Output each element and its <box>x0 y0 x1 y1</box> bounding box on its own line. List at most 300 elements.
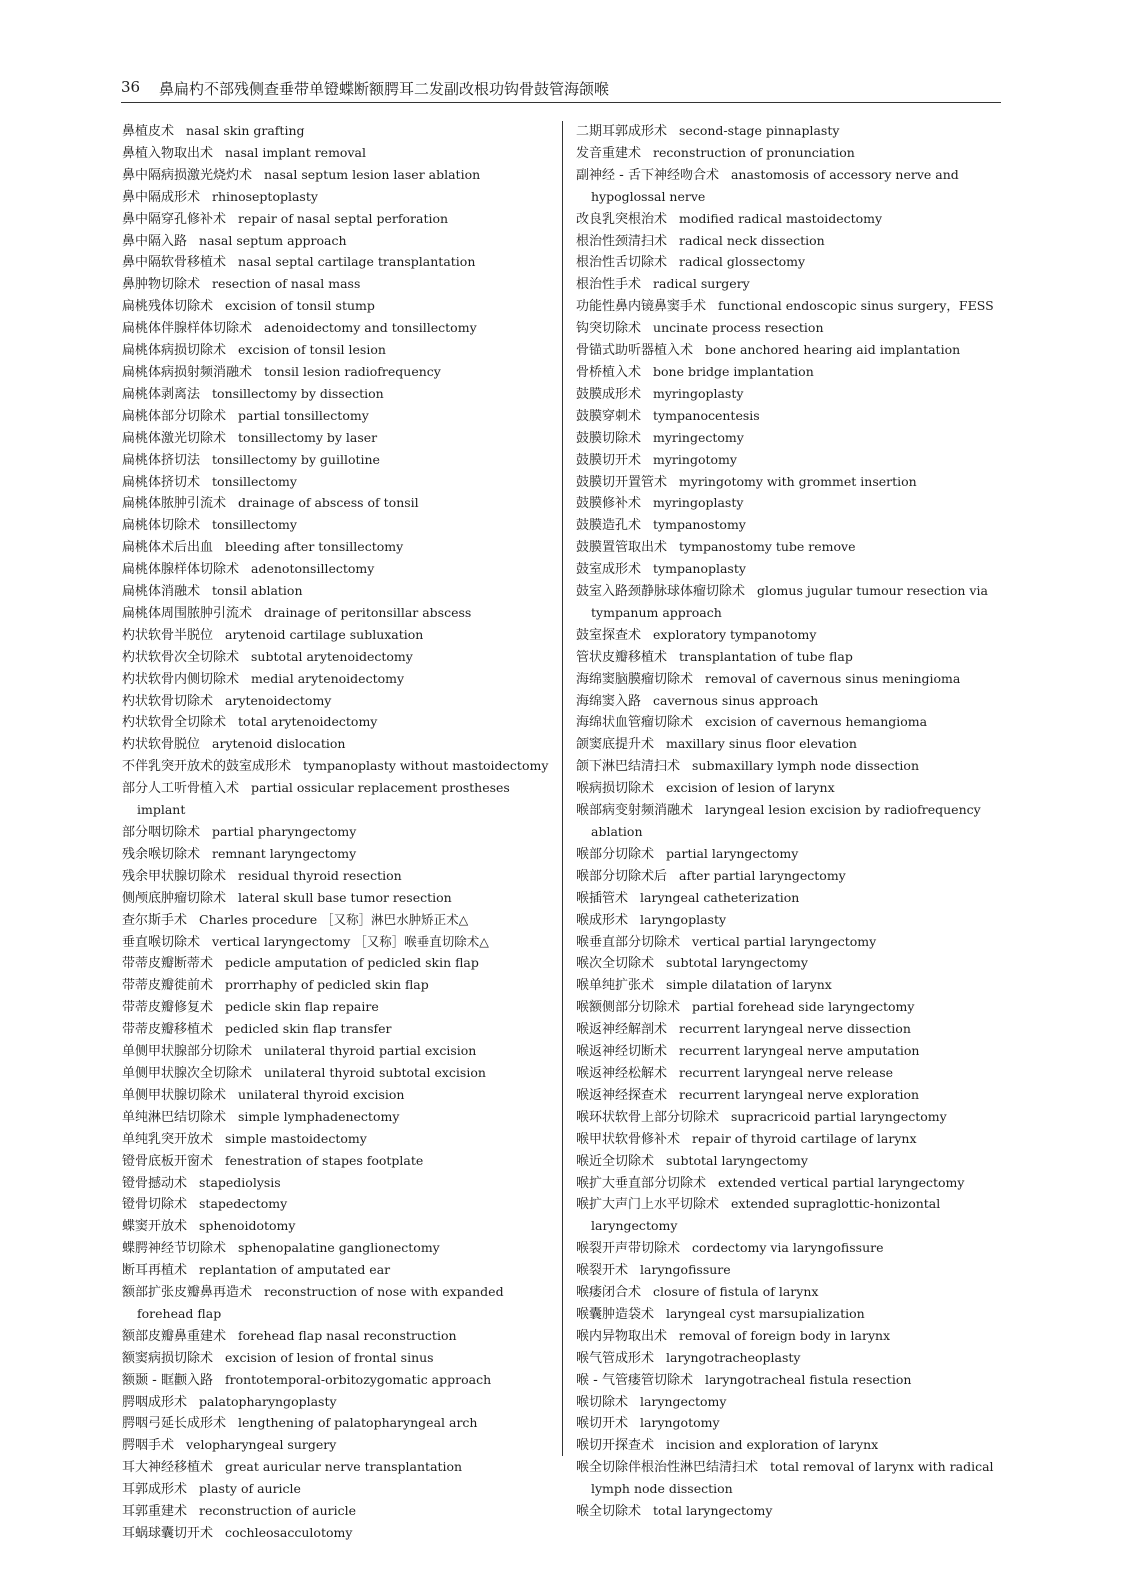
glossary-entry <box>576 1457 1008 1501</box>
term-english: tympanocentesis <box>653 407 760 423</box>
glossary-entry <box>576 669 1008 691</box>
term-english: closure of fistula of larynx <box>653 1284 819 1300</box>
term-english: nasal implant removal <box>225 144 366 160</box>
term-english: functional endoscopic sinus surgery，FESS <box>718 298 994 314</box>
term-chinese: 鼻中隔成形术 <box>122 189 201 205</box>
term-chinese: 单侧甲状腺部分切除术 <box>122 1044 253 1060</box>
glossary-entry <box>576 953 1008 975</box>
term-chinese: 鼻植入物取出术 <box>122 145 214 161</box>
glossary-entry <box>122 778 554 822</box>
glossary-entry <box>122 1523 554 1545</box>
term-chinese: 杓状软骨次全切除术 <box>122 649 240 665</box>
glossary-entry <box>122 428 554 450</box>
term-chinese: 功能性鼻内镜鼻窦手术 <box>576 299 707 315</box>
term-english: reconstruction of nose with expanded forehead flap <box>137 1284 504 1321</box>
term-english: radical neck dissection <box>679 232 825 248</box>
glossary-entry <box>576 756 1008 778</box>
term-chinese: 扁桃体病损射频消融术 <box>122 364 253 380</box>
term-chinese: 单侧甲状腺切除术 <box>122 1087 227 1103</box>
term-chinese: 喉全切除伴根治性淋巴结清扫术 <box>576 1460 759 1476</box>
term-english: tonsillectomy by guillotine <box>212 451 380 467</box>
term-chinese: 喉插管术 <box>576 890 629 906</box>
term-chinese: 扁桃体剥离法 <box>122 386 201 402</box>
term-chinese: 鼻植皮术 <box>122 124 175 139</box>
term-english: rhinoseptoplasty <box>212 188 318 204</box>
term-english: incision and exploration of larynx <box>666 1437 879 1453</box>
term-english: great auricular nerve transplantation <box>225 1459 463 1475</box>
glossary-entry <box>122 296 554 318</box>
glossary-entry <box>122 450 554 472</box>
term-english: myringotomy <box>653 451 737 467</box>
term-chinese: 喉环状软骨上部分切除术 <box>576 1109 720 1125</box>
term-english: simple dilatation of larynx <box>666 977 832 993</box>
term-english: bone anchored hearing aid implantation <box>705 342 961 358</box>
term-english: exploratory tympanotomy <box>653 626 817 642</box>
term-english: excision of cavernous hemangioma <box>705 714 928 730</box>
term-chinese: 垂直喉切除术 <box>122 934 201 950</box>
term-english: myringoplasty <box>653 385 744 401</box>
term-chinese: 镫骨切除术 <box>122 1197 188 1213</box>
glossary-entry <box>122 1107 554 1129</box>
glossary-entry <box>576 1392 1008 1414</box>
running-header-title: 鼻扁杓不部残侧查垂带单镫蝶断额腭耳二发副改根功钩骨鼓管海颌喉 <box>159 80 610 98</box>
term-chinese: 喉全切除术 <box>576 1504 642 1520</box>
term-chinese: 鼓膜穿刺术 <box>576 408 642 424</box>
term-chinese: 部分咽切除术 <box>122 825 201 840</box>
term-chinese: 扁桃体腺样体切除术 <box>122 562 240 578</box>
term-english: resection of nasal mass <box>212 276 361 292</box>
term-chinese: 喉切除术 <box>576 1394 629 1410</box>
term-chinese: 扁桃体部分切除术 <box>122 408 227 424</box>
term-chinese: 喉成形术 <box>576 912 629 928</box>
glossary-entry <box>122 1392 554 1414</box>
glossary-entry <box>576 252 1008 274</box>
column-divider <box>562 121 563 1456</box>
term-english: partial forehead side laryngectomy <box>692 999 915 1015</box>
term-english: residual thyroid resection <box>238 867 402 883</box>
term-english: simple lymphadenectomy <box>238 1108 400 1124</box>
term-chinese: 海绵窦入路 <box>576 693 642 709</box>
page-number: 36 <box>121 78 141 96</box>
term-chinese: 喉扩大声门上水平切除术 <box>576 1197 720 1213</box>
term-chinese: 鼓膜切开术 <box>576 452 642 468</box>
glossary-entry <box>122 756 554 778</box>
term-english: supracricoid partial laryngectomy <box>731 1108 947 1124</box>
glossary-entry <box>122 1194 554 1216</box>
term-chinese: 喉甲状软骨修补术 <box>576 1131 681 1147</box>
term-english: radical glossectomy <box>679 254 806 270</box>
term-english: excision of lesion of larynx <box>666 780 835 796</box>
term-chinese: 扁桃体伴腺样体切除术 <box>122 321 253 337</box>
glossary-entry <box>122 252 554 274</box>
glossary-entry <box>122 559 554 581</box>
glossary-entry <box>576 165 1008 209</box>
glossary-entry <box>122 187 554 209</box>
term-english: maxillary sinus floor elevation <box>666 736 857 752</box>
term-english: partial pharyngectomy <box>212 824 357 839</box>
term-english: partial laryngectomy <box>666 845 799 861</box>
glossary-entry <box>576 362 1008 384</box>
term-chinese: 喉内异物取出术 <box>576 1328 668 1344</box>
glossary-entry <box>122 1173 554 1195</box>
term-english: velopharyngeal surgery <box>186 1437 337 1453</box>
glossary-entry <box>576 997 1008 1019</box>
glossary-entry <box>576 1063 1008 1085</box>
glossary-entry <box>576 406 1008 428</box>
term-english: repair of thyroid cartilage of larynx <box>692 1130 917 1146</box>
glossary-entry <box>576 910 1008 932</box>
term-english: after partial laryngectomy <box>679 867 846 883</box>
term-english: partial ossicular replacement prostheses implant <box>137 780 510 818</box>
glossary-entry <box>122 1479 554 1501</box>
term-chinese: 残余甲状腺切除术 <box>122 868 227 884</box>
glossary-entry <box>122 340 554 362</box>
glossary-entry <box>122 603 554 625</box>
term-chinese: 额部皮瓣鼻重建术 <box>122 1328 227 1344</box>
glossary-entry <box>576 121 1008 143</box>
term-chinese: 断耳再植术 <box>122 1263 188 1279</box>
glossary-entry <box>576 647 1008 669</box>
glossary-entry <box>576 1370 1008 1392</box>
glossary-entry <box>122 384 554 406</box>
glossary-entry <box>122 1435 554 1457</box>
term-english: recurrent laryngeal nerve exploration <box>679 1086 920 1102</box>
glossary-entry <box>122 1260 554 1282</box>
term-chinese: 喉返神经探查术 <box>576 1087 668 1103</box>
term-english: myringoplasty <box>653 495 744 511</box>
page-header <box>121 78 1001 103</box>
glossary-entry <box>122 515 554 537</box>
glossary-entry <box>576 515 1008 537</box>
glossary-entry <box>576 296 1008 318</box>
term-chinese: 根治性舌切除术 <box>576 255 668 271</box>
term-english: arytenoidectomy <box>225 692 332 708</box>
glossary-entry <box>122 493 554 515</box>
glossary-entry <box>122 1501 554 1523</box>
term-chinese: 扁桃体脓肿引流术 <box>122 496 227 512</box>
term-chinese: 管状皮瓣移植术 <box>576 649 668 665</box>
term-english: nasal skin grafting <box>186 123 305 138</box>
term-chinese: 喉瘘闭合术 <box>576 1285 642 1301</box>
glossary-entry <box>576 384 1008 406</box>
term-english: repair of nasal septal perforation <box>238 210 449 226</box>
glossary-entry <box>576 1304 1008 1326</box>
term-chinese: 喉返神经松解术 <box>576 1065 668 1081</box>
glossary-entry <box>576 625 1008 647</box>
term-english: replantation of amputated ear <box>199 1262 391 1278</box>
term-english: stapedectomy <box>199 1196 288 1212</box>
term-english: pedicle skin flap repaire <box>225 999 379 1015</box>
term-english: vertical partial laryngectomy <box>692 933 877 949</box>
term-english: cavernous sinus approach <box>653 692 819 708</box>
term-chinese: 鼻中隔软骨移植术 <box>122 255 227 271</box>
term-chinese: 扁桃体挤切法 <box>122 452 201 468</box>
glossary-entry <box>122 231 554 253</box>
term-english: bone bridge implantation <box>653 363 814 379</box>
term-english: unilateral thyroid subtotal excision <box>264 1064 486 1080</box>
term-english: frontotemporal-orbitozygomatic approach <box>224 1371 492 1387</box>
glossary-entry <box>576 1173 1008 1195</box>
term-english: subtotal laryngectomy <box>666 955 808 971</box>
term-english: tonsillectomy <box>212 473 297 489</box>
glossary-entry <box>576 537 1008 559</box>
term-chinese: 蝶窦开放术 <box>122 1219 188 1235</box>
glossary-entry <box>576 844 1008 866</box>
glossary-entry <box>122 209 554 231</box>
glossary-entry <box>122 997 554 1019</box>
glossary-entry <box>122 866 554 888</box>
glossary-entry <box>122 165 554 187</box>
term-english: extended vertical partial laryngectomy <box>718 1174 965 1190</box>
term-english: subtotal laryngectomy <box>666 1152 808 1168</box>
glossary-entry <box>576 1326 1008 1348</box>
term-chinese: 蝶腭神经节切除术 <box>122 1241 227 1257</box>
term-english: laryngotracheal fistula resection <box>704 1371 912 1387</box>
term-chinese: 海绵状血管瘤切除术 <box>576 715 694 731</box>
term-chinese: 喉垂直部分切除术 <box>576 934 681 950</box>
term-english: laryngeal cyst marsupialization <box>666 1305 865 1321</box>
term-english: radical surgery <box>653 276 750 292</box>
term-chinese: 杓状软骨内侧切除术 <box>122 671 240 687</box>
term-chinese: 额窦病损切除术 <box>122 1350 214 1366</box>
term-chinese: 骨桥植入术 <box>576 364 642 380</box>
term-chinese: 鼓室探查术 <box>576 627 642 643</box>
term-chinese: 喉扩大垂直部分切除术 <box>576 1175 707 1191</box>
term-english: excision of lesion of frontal sinus <box>225 1349 434 1365</box>
glossary-entry <box>122 406 554 428</box>
term-chinese: 鼓膜造孔术 <box>576 518 642 534</box>
term-chinese: 根治性手术 <box>576 277 642 293</box>
term-english: remnant laryngectomy <box>212 845 357 861</box>
term-english: pedicled skin flap transfer <box>225 1021 392 1037</box>
term-chinese: 带蒂皮瓣移植术 <box>122 1022 214 1038</box>
term-chinese: 耳蜗球囊切开术 <box>122 1526 214 1541</box>
term-chinese: 扁桃体周围脓肿引流术 <box>122 605 253 621</box>
glossary-entry <box>576 1019 1008 1041</box>
term-english: cordectomy via laryngofissure <box>692 1240 884 1256</box>
term-english: anastomosis of accessory nerve and hypoglossal nerve <box>591 166 959 204</box>
term-chinese: 带蒂皮瓣徙前术 <box>122 978 214 994</box>
term-chinese: 鼓膜成形术 <box>576 386 642 402</box>
term-english: tonsil lesion radiofrequency <box>264 363 441 379</box>
term-english: unilateral thyroid partial excision <box>264 1043 477 1059</box>
term-english: forehead flap nasal reconstruction <box>238 1327 457 1343</box>
glossary-entry <box>576 143 1008 165</box>
term-english: removal of cavernous sinus meningioma <box>705 670 961 686</box>
glossary-entry <box>122 888 554 910</box>
term-chinese: 查尔斯手术 <box>122 912 188 928</box>
glossary-entry <box>122 975 554 997</box>
term-chinese: 鼓室成形术 <box>576 562 642 578</box>
term-chinese: 残余喉切除术 <box>122 846 201 862</box>
term-english: medial arytenoidectomy <box>251 670 405 686</box>
glossary-entry <box>122 734 554 756</box>
term-english: simple mastoidectomy <box>225 1130 367 1146</box>
term-english: excision of tonsil lesion <box>238 342 386 358</box>
glossary-entry <box>122 1370 554 1392</box>
term-chinese: 杓状软骨脱位 <box>122 737 201 753</box>
term-chinese: 耳郭成形术 <box>122 1482 188 1498</box>
glossary-entry <box>122 647 554 669</box>
glossary-entry <box>122 1151 554 1173</box>
glossary-entry <box>122 625 554 647</box>
term-english: laryngotomy <box>640 1415 720 1431</box>
term-english: adenotonsillectomy <box>251 561 375 577</box>
glossary-entry <box>122 1413 554 1435</box>
term-chinese: 骨锚式助听器植入术 <box>576 343 694 359</box>
term-chinese: 喉额侧部分切除术 <box>576 1000 681 1016</box>
glossary-entry <box>122 822 554 844</box>
term-chinese: 喉返神经切断术 <box>576 1044 668 1060</box>
glossary-entry <box>576 975 1008 997</box>
term-chinese: 喉囊肿造袋术 <box>576 1306 655 1322</box>
glossary-entry <box>122 143 554 165</box>
term-chinese: 扁桃残体切除术 <box>122 299 214 315</box>
term-english: lateral skull base tumor resection <box>238 889 452 905</box>
glossary-entry <box>576 800 1008 844</box>
glossary-entry <box>576 1085 1008 1107</box>
term-english: tympanoplasty <box>653 561 746 577</box>
term-chinese: 二期耳郭成形术 <box>576 124 668 139</box>
term-english: recurrent laryngeal nerve dissection <box>679 1021 911 1037</box>
term-chinese: 喉单纯扩张术 <box>576 978 655 994</box>
glossary-entry <box>576 1238 1008 1260</box>
term-chinese: 鼓膜切除术 <box>576 430 642 446</box>
term-chinese: 鼓膜置管取出术 <box>576 540 668 556</box>
term-english: nasal septum lesion laser ablation <box>264 166 481 182</box>
term-english: lengthening of palatopharyngeal arch <box>238 1415 478 1431</box>
term-english: drainage of peritonsillar abscess <box>264 604 472 620</box>
glossary-entry <box>122 669 554 691</box>
term-chinese: 带蒂皮瓣修复术 <box>122 1000 214 1016</box>
term-chinese: 发音重建术 <box>576 145 642 161</box>
term-chinese: 鼓膜修补术 <box>576 496 642 512</box>
term-chinese: 单纯淋巴结切除术 <box>122 1109 227 1125</box>
term-chinese: 单纯乳突开放术 <box>122 1131 214 1147</box>
glossary-entry <box>122 932 554 954</box>
glossary-entry <box>576 581 1008 625</box>
term-chinese: 镫骨撼动术 <box>122 1175 188 1191</box>
term-english: partial tonsillectomy <box>238 407 369 423</box>
term-chinese: 喉次全切除术 <box>576 956 655 972</box>
term-chinese: 扁桃体病损切除术 <box>122 343 227 359</box>
term-english: laryngoplasty <box>640 911 727 927</box>
term-chinese: 喉部分切除术 <box>576 846 655 862</box>
term-english: laryngotracheoplasty <box>666 1349 801 1365</box>
term-english: recurrent laryngeal nerve amputation <box>679 1043 920 1059</box>
term-english: prorrhaphy of pedicled skin flap <box>225 977 429 993</box>
term-chinese: 喉切开术 <box>576 1416 629 1432</box>
glossary-entry <box>122 1129 554 1151</box>
term-english: nasal septum approach <box>199 232 347 248</box>
glossary-entry <box>122 362 554 384</box>
glossary-entry <box>122 1085 554 1107</box>
term-english: total laryngectomy <box>653 1503 773 1519</box>
glossary-entry <box>122 1457 554 1479</box>
term-chinese: 鼻中隔入路 <box>122 233 188 249</box>
term-chinese: 鼻中隔病损激光烧灼术 <box>122 167 253 183</box>
term-english: tonsillectomy <box>212 517 297 533</box>
term-english: sphenopalatine ganglionectomy <box>238 1240 440 1256</box>
term-chinese: 扁桃体激光切除术 <box>122 430 227 446</box>
glossary-entry <box>576 1501 1008 1523</box>
term-english: total arytenoidectomy <box>238 714 378 730</box>
glossary-entry <box>122 1063 554 1085</box>
term-chinese: 鼓室入路颈静脉球体瘤切除术 <box>576 584 746 600</box>
term-chinese: 侧颅底肿瘤切除术 <box>122 890 227 906</box>
term-english: bleeding after tonsillectomy <box>225 539 404 555</box>
glossary-entry <box>122 537 554 559</box>
term-english: extended supraglottic-honizontal laryngectomy <box>591 1196 941 1234</box>
glossary-entry <box>122 1019 554 1041</box>
term-chinese: 喉裂开声带切除术 <box>576 1241 681 1257</box>
term-english: transplantation of tube flap <box>679 648 853 664</box>
glossary-entry <box>576 888 1008 910</box>
term-chinese: 改良乳突根治术 <box>576 211 668 227</box>
term-chinese: 鼻肿物切除术 <box>122 277 201 293</box>
term-chinese: 喉返神经解剖术 <box>576 1022 668 1038</box>
term-chinese: 喉气管成形术 <box>576 1350 655 1366</box>
term-english: myringotomy with grommet insertion <box>679 473 917 489</box>
term-chinese: 额部扩张皮瓣鼻再造术 <box>122 1285 253 1301</box>
term-english: subtotal arytenoidectomy <box>251 648 413 664</box>
glossary-entry <box>576 932 1008 954</box>
term-chinese: 喉近全切除术 <box>576 1153 655 1169</box>
glossary-entry <box>576 1348 1008 1370</box>
term-chinese: 杓状软骨半脱位 <box>122 627 214 643</box>
glossary-entry <box>122 274 554 296</box>
term-chinese: 扁桃体术后出血 <box>122 540 214 556</box>
glossary-entry <box>122 1282 554 1326</box>
glossary-entry <box>576 559 1008 581</box>
term-english: reconstruction of pronunciation <box>653 144 855 160</box>
glossary-entry <box>576 1413 1008 1435</box>
term-english: second-stage pinnaplasty <box>679 123 840 138</box>
glossary-entry <box>576 1194 1008 1238</box>
term-english: submaxillary lymph node dissection <box>692 758 920 774</box>
glossary-entry <box>122 953 554 975</box>
term-english: laryngeal catheterization <box>640 889 800 905</box>
term-english: glomus jugular tumour resection via tympanum approach <box>591 583 988 620</box>
term-chinese: 喉部病变射频消融术 <box>576 803 694 819</box>
term-chinese: 喉 - 气管瘘管切除术 <box>576 1372 693 1388</box>
term-chinese: 额颞 - 眶颧入路 <box>122 1372 213 1388</box>
term-chinese: 喉裂开术 <box>576 1263 629 1279</box>
glossary-entry <box>576 866 1008 888</box>
term-chinese: 喉切开探查术 <box>576 1438 655 1454</box>
term-chinese: 颌窦底提升术 <box>576 737 655 753</box>
term-chinese: 鼓膜切开置管术 <box>576 474 668 490</box>
term-chinese: 杓状软骨全切除术 <box>122 715 227 731</box>
glossary-entry <box>122 121 554 143</box>
glossary-entry <box>576 1129 1008 1151</box>
term-english: tympanoplasty without mastoidectomy <box>303 758 549 774</box>
term-english: laryngeal lesion excision by radiofrequency ablation <box>591 802 981 839</box>
glossary-entry <box>122 1216 554 1238</box>
term-chinese: 镫骨底板开窗术 <box>122 1153 214 1169</box>
term-chinese: 喉病损切除术 <box>576 781 655 797</box>
term-english: recurrent laryngeal nerve release <box>679 1064 894 1080</box>
glossary-entry <box>576 340 1008 362</box>
glossary-entry <box>122 691 554 713</box>
glossary-entry <box>122 1041 554 1063</box>
term-english: myringectomy <box>653 429 744 445</box>
glossary-entry <box>576 1107 1008 1129</box>
term-english: tympanostomy <box>653 517 746 533</box>
glossary-entry <box>576 472 1008 494</box>
glossary-entry <box>576 428 1008 450</box>
glossary-entry <box>576 691 1008 713</box>
